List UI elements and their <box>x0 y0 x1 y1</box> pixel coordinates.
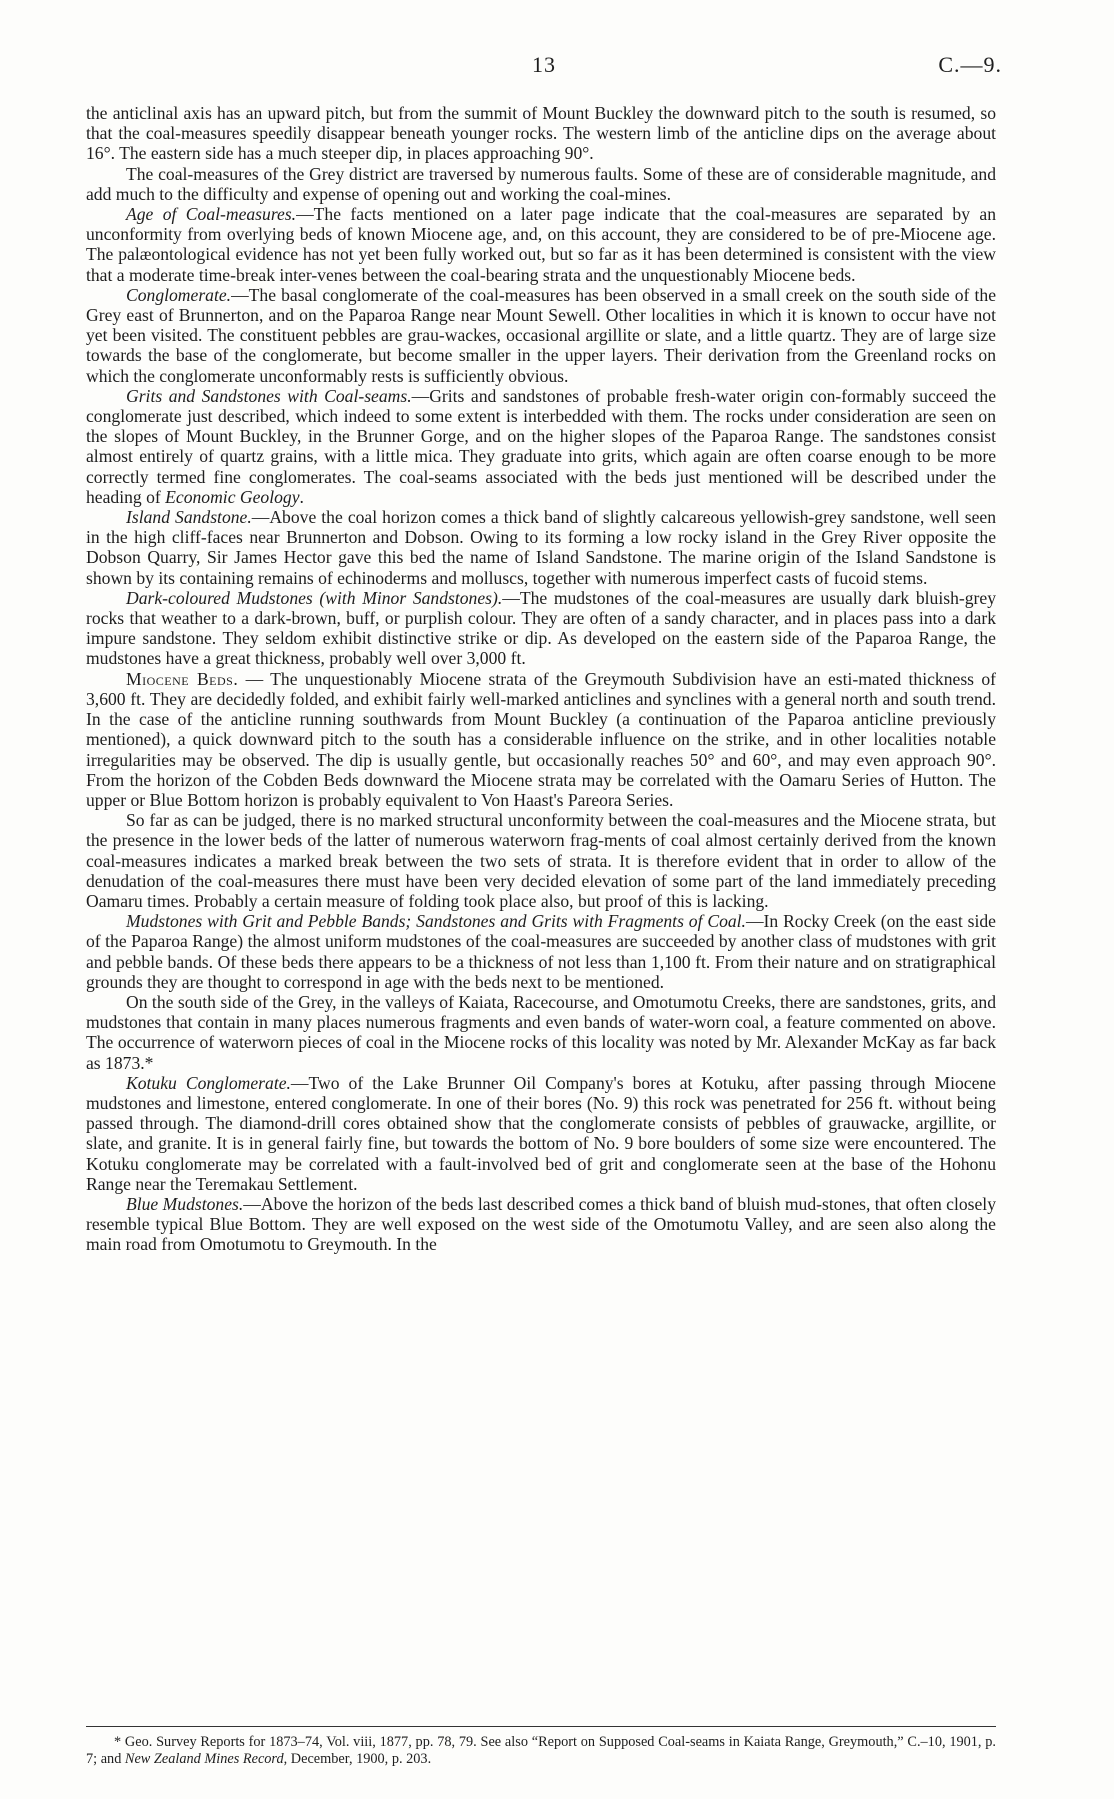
document-reference: C.—9. <box>938 52 1002 77</box>
page-number: 13 <box>532 52 556 77</box>
section-heading: Age of Coal-measures. <box>126 204 297 225</box>
section-heading: Grits and Sandstones with Coal-seams. <box>126 385 412 406</box>
paragraph-kotuku-conglomerate: Kotuku Conglomerate.—Two of the Lake Brunner Oil Company's bores at Kotuku, after passing through Miocene mudstones and limestone, entered conglomerate. In one of their bores (No. 9) this rock was penetrated for 256 ft. without being passed through. The diamond-drill cores obtained show that the conglomerate consists of pebbles of grauwacke, argillite, or slate, and granite. It is in general fairly fine, but towards the bottom of No. 9 bore boulders of some size were encountered. The Kotuku conglomerate may be correlated with a fault-involved bed of grit and conglomerate seen at the base of the Hohonu Range near the Teremakau Settlement. <box>86 1072 996 1194</box>
section-heading: Kotuku Conglomerate. <box>126 1072 291 1093</box>
paragraph-miocene-beds: Miocene Beds. — The unquestionably Miocene strata of the Greymouth Subdivision have an esti-mated thickness of 3,600 ft. They are decidedly folded, and exhibit fairly well-marked anticlines and synclines with a general north and south trend. In the case of the anticline running southwards from Mount Buckley (a continuation of the Paparoa anticline previously mentioned), a quick downward pitch to the south has a considerable influence on the strike, and in other localities notable irregularities may be observed. The dip is usually gentle, but occasionally reaches 50° and 60°, and may even approach 90°. From the horizon of the Cobden Beds downward the Miocene strata may be correlated with the Oamaru Series of Hutton. The upper or Blue Bottom horizon is probably equivalent to Von Haast's Pareora Series. <box>86 668 996 810</box>
footnote: * Geo. Survey Reports for 1873–74, Vol. viii, 1877, pp. 78, 79. See also “Report on Supposed Coal-seams in Kaiata Range, Greymouth,” C.–10, 1901, p. 7; and New Zealand Mines Record, December, 1900, p. 203. <box>86 1734 996 1768</box>
section-heading: Blue Mudstones. <box>126 1193 244 1214</box>
paragraph-island-sandstone: Island Sandstone.—Above the coal horizon comes a thick band of slightly calcareous yellowish-grey sandstone, well seen in the high cliff-faces near Brunnerton and Dobson. Owing to its forming a low rocky island in the Grey River opposite the Dobson Quarry, Sir James Hector gave this bed the name of Island Sandstone. The marine origin of the Island Sandstone is shown by its containing remains of echinoderms and molluscs, together with numerous imperfect casts of fucoid stems. <box>86 507 996 588</box>
paragraph-dark-coloured-mudstones: Dark-coloured Mudstones (with Minor Sandstones).—The mudstones of the coal-measures are usually dark bluish-grey rocks that weather to a dark-brown, buff, or purplish colour. They are often of a sandy character, and in places pass into a dark impure sandstone. They seldom exhibit distinctive strike or dip. As developed on the eastern side of the Paparoa Range, the mudstones have a great thickness, probably well over 3,000 ft. <box>86 587 996 669</box>
paragraph-mudstones-with-grit: Mudstones with Grit and Pebble Bands; Sandstones and Grits with Fragments of Coal.—In Rocky Creek (on the east side of the Paparoa Range) the almost uniform mudstones of the coal-measures are succeeded by another class of mudstones with grit and pebble bands. Of these beds there appears to be a thickness of not less than 1,100 ft. From their nature and on stratigraphical grounds they are thought to correspond in age with the beds next to be mentioned. <box>86 911 996 992</box>
footnote-divider <box>86 1726 996 1727</box>
paragraph-unconformity: So far as can be judged, there is no marked structural unconformity between the coal-measures and the Miocene strata, but the presence in the lower beds of the latter of numerous waterworn frag-ments of coal almost certainly derived from the known coal-measures indicates a marked break between the two sets of strata. It is therefore evident that in order to allow of the denudation of the coal-measures there must have been very decided elevation of some part of the land immediately preceding Oamaru times. Probably a certain measure of folding took place also, but proof of this is lacking. <box>86 810 996 911</box>
paragraph-age-of-coal-measures: Age of Coal-measures.—The facts mentioned on a later page indicate that the coal-measures are separated by an unconformity from overlying beds of known Miocene age, and, on this account, they are considered to be of pre-Miocene age. The palæontological evidence has not yet been fully worked out, but so far as it has been determined is consistent with the view that a moderate time-break inter-venes between the coal-bearing strata and the unquestionably Miocene beds. <box>86 204 996 285</box>
paragraph-1: the anticlinal axis has an upward pitch, but from the summit of Mount Buckley the downward pitch to the south is resumed, so that the coal-measures speedily disappear beneath younger rocks. The western limb of the anticline dips on the average about 16°. The eastern side has a much steeper dip, in places approaching 90°. <box>86 103 996 164</box>
paragraph-blue-mudstones: Blue Mudstones.—Above the horizon of the beds last described comes a thick band of bluish mud-stones, that often closely resemble typical Blue Bottom. They are well exposed on the west side of the Omotumotu Valley, and are seen also along the main road from Omotumotu to Greymouth. In the <box>86 1193 996 1255</box>
paragraph-conglomerate: Conglomerate.—The basal conglomerate of the coal-measures has been observed in a small creek on the south side of the Grey east of Brunnerton, and on the Paparoa Range near Mount Sewell. Other localities in which it is known to occur have not yet been visited. The constituent pebbles are grau-wackes, occasional argillite or slate, and a little quartz. They are of large size towards the base of the conglomerate, but become smaller in the upper layers. Their derivation from the Greenland rocks on which the conglomerate unconformably rests is sufficiently obvious. <box>86 284 996 386</box>
page-header <box>86 52 1002 86</box>
section-heading: Mudstones with Grit and Pebble Bands; Sandstones and Grits with Fragments of Coal. <box>126 911 746 932</box>
paragraph-2: The coal-measures of the Grey district are traversed by numerous faults. Some of these are of considerable magnitude, and add much to the difficulty and expense of opening out and working the coal-mines. <box>86 163 996 204</box>
paragraph-grits-and-sandstones: Grits and Sandstones with Coal-seams.—Grits and sandstones of probable fresh-water origin con-formably succeed the conglomerate just described, which indeed to some extent is interbedded with them. The rocks under consideration are seen on the slopes of Mount Buckley, in the Brunner Gorge, and on the higher slopes of the Paparoa Range. The sandstones consist almost entirely of quartz grains, with a little mica. They graduate into grits, which again are often coarse enough to be more correctly termed fine conglomerates. The coal-seams associated with the beds just mentioned will be described under the heading of Economic Geology. <box>86 385 996 507</box>
section-heading: Island Sandstone. <box>126 507 252 528</box>
body-text <box>86 103 996 1255</box>
section-heading: Dark-coloured Mudstones (with Minor Sandstones). <box>126 587 503 608</box>
paragraph-south-side-grey: On the south side of the Grey, in the valleys of Kaiata, Racecourse, and Omotumotu Creeks, there are sandstones, grits, and mudstones that contain in many places numerous fragments and even bands of water-worn coal, a feature commented on above. The occurrence of waterworn pieces of coal in the Miocene rocks of this locality was noted by Mr. Alexander McKay as far back as 1873.* <box>86 991 996 1073</box>
section-heading: Conglomerate. <box>126 284 232 305</box>
section-heading: Miocene Beds. <box>126 668 239 689</box>
